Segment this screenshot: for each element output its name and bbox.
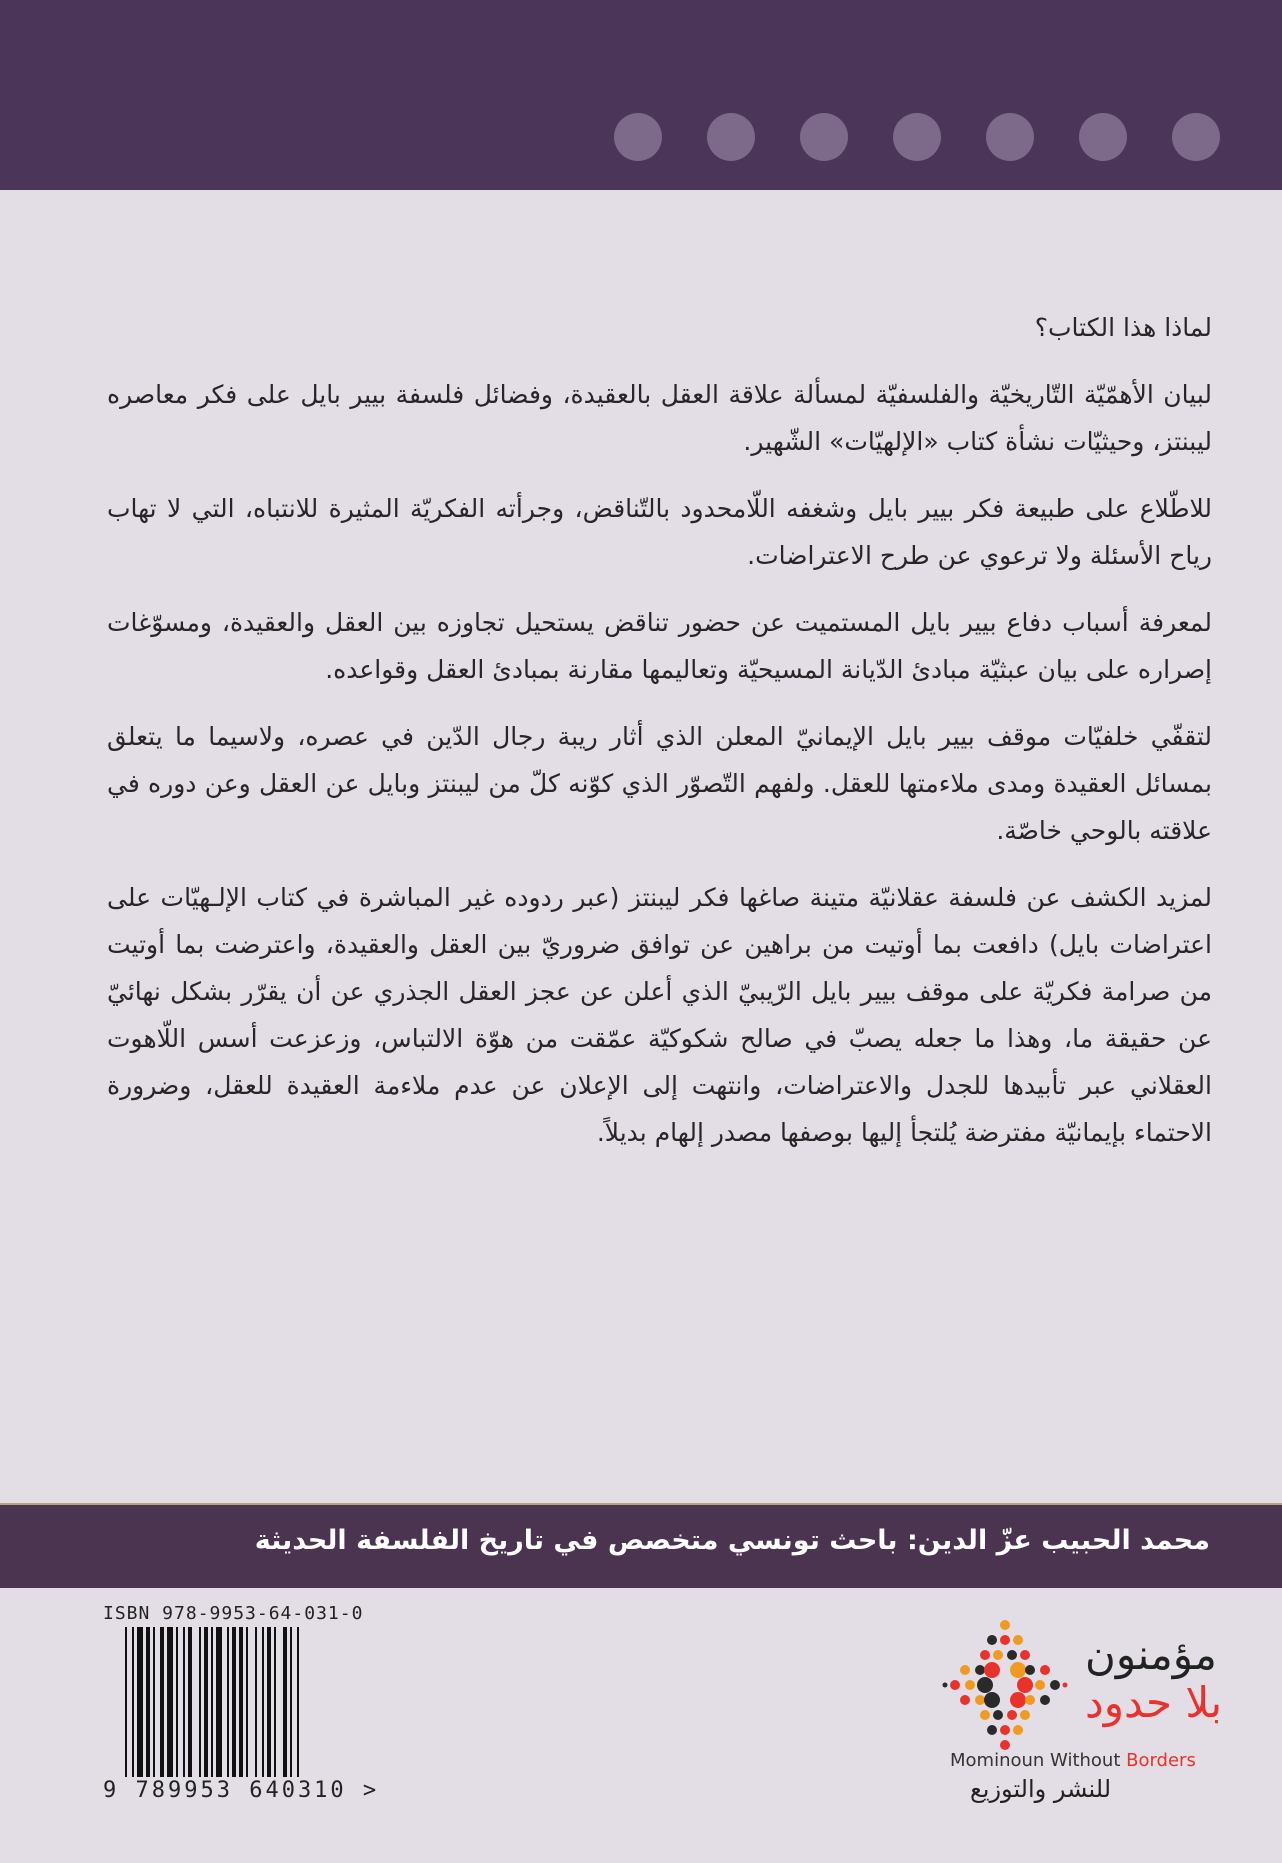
logo-dot <box>984 1662 1000 1678</box>
barcode-bar <box>267 1627 271 1777</box>
publisher-logo <box>930 1610 1250 1810</box>
logo-english <box>950 1750 1196 1771</box>
barcode-bar <box>232 1627 236 1777</box>
decorative-dot <box>1172 113 1220 161</box>
logo-dot <box>943 1683 948 1688</box>
logo-dot <box>1013 1725 1023 1735</box>
logo-dots-icon <box>930 1615 1080 1755</box>
logo-dot <box>1007 1710 1017 1720</box>
logo-dot <box>980 1650 990 1660</box>
blurb-heading: لماذا هذا الكتاب؟ <box>1034 313 1212 342</box>
barcode-bar <box>137 1627 143 1777</box>
decorative-dot <box>800 113 848 161</box>
blurb-paragraph: لتقفّي خلفيّات موقف بيير بايل الإيمانيّ المعلن الذي أثار ريبة رجال الدّين في عصره، ولاسيما ما يتعلق بمسائل العقيدة ومدى ملاءمتها للعقل. ولفهم التّصوّر الذي كوّنه كلّ من ليبنتز وبايل عن العقل وعن دوره في علاقته بالوحي خاصّة. <box>107 722 1212 845</box>
logo-dot <box>1017 1677 1033 1693</box>
logo-dot <box>1020 1710 1030 1720</box>
logo-english-a: Mominoun Without <box>950 1750 1127 1771</box>
barcode-bar <box>211 1627 213 1777</box>
decorative-dot <box>986 113 1034 161</box>
logo-dot <box>977 1677 993 1693</box>
decorative-dot <box>1079 113 1127 161</box>
logo-line2: بلا حدود <box>1085 1678 1223 1727</box>
blurb-paragraph: لمزيد الكشف عن فلسفة عقلانيّة متينة صاغها فكر ليبنتز (عبر ردوده غير المباشرة في كتاب الإلـهيّات على اعتراضات بايل) دافعت بما أوتيت من براهين عن توافق ضروريّ بين العقل والعقيدة، واعترضت بما أوتيت من صرامة فكريّة على موقف بيير بايل الرّيبيّ الذي أعلن عن عجز العقل الجذري عن أن يقرّر بشكل نهائيّ عن حقيقة ما، وهذا ما جعله يصبّ في صالح شكوكيّة عمّقت من هوّة الالتباس، وزعزعت أسس اللّاهوت العقلاني عبر تأبيدها للجدل والاعتراضات، وانتهت إلى الإعلان عن عدم ملاءمة العقيدة للعقل، وضرورة الاحتماء بإيمانيّة مفترضة يُلتجأ إليها بوصفها مصدر إلهام بديلاً. <box>107 883 1212 1147</box>
logo-dot <box>1000 1635 1010 1645</box>
blurb-paragraph: للاطّلاع على طبيعة فكر بيير بايل وشغفه اللّامحدود بالتّناقض، وجرأته الفكريّة المثيرة للانتباه، التي لا تهاب رياح الأسئلة ولا ترعوي عن طرح الاعتراضات. <box>107 494 1212 570</box>
logo-dot <box>1013 1635 1023 1645</box>
logo-dot <box>1025 1695 1035 1705</box>
barcode-digits: 9 789953 640310 > <box>103 1778 380 1803</box>
blurb <box>107 305 1212 1176</box>
barcode-bar <box>227 1627 229 1777</box>
logo-dot <box>1063 1683 1068 1688</box>
barcode-icon <box>125 1627 345 1787</box>
logo-dot <box>950 1680 960 1690</box>
logo-dot <box>1040 1695 1050 1705</box>
logo-dot <box>975 1665 985 1675</box>
barcode-bar <box>125 1627 127 1777</box>
barcode-bar <box>216 1627 222 1777</box>
logo-dot <box>993 1650 1003 1660</box>
logo-dot <box>993 1710 1003 1720</box>
barcode-bar <box>283 1627 287 1777</box>
logo-dot <box>1000 1725 1010 1735</box>
barcode-bar <box>262 1627 264 1777</box>
logo-dot <box>987 1725 997 1735</box>
barcode-bar <box>146 1627 150 1777</box>
logo-dot <box>1010 1692 1026 1708</box>
barcode-bar <box>239 1627 243 1777</box>
barcode-bar <box>255 1627 257 1777</box>
barcode-bar <box>167 1627 173 1777</box>
logo-dot <box>965 1680 975 1690</box>
barcode-bar <box>132 1627 134 1777</box>
logo-dot <box>984 1692 1000 1708</box>
barcode-bar <box>274 1627 276 1777</box>
barcode-bar <box>246 1627 248 1777</box>
logo-dot <box>1025 1665 1035 1675</box>
barcode-bar <box>160 1627 164 1777</box>
logo-dot <box>1000 1740 1010 1750</box>
decorative-dot <box>707 113 755 161</box>
blurb-paragraph: لبيان الأهمّيّة التّاريخيّة والفلسفيّة لمسألة علاقة العقل بالعقيدة، وفضائل فلسفة بيير بايل على فكر معاصره ليبنتز، وحيثيّات نشأة كتاب «الإلهيّات» الشّهير. <box>107 380 1212 456</box>
logo-dot <box>960 1665 970 1675</box>
logo-dot <box>987 1635 997 1645</box>
barcode-bar <box>199 1627 201 1777</box>
barcode-bar <box>290 1627 292 1777</box>
isbn-label: ISBN 978-9953-64-031-0 <box>103 1603 364 1624</box>
decorative-dot <box>893 113 941 161</box>
logo-line3: للنشر والتوزيع <box>970 1775 1112 1803</box>
barcode-bar <box>188 1627 192 1777</box>
author-bio: محمد الحبيب عزّ الدين: باحث تونسي متخصص في تاريخ الفلسفة الحديثة <box>254 1525 1210 1556</box>
logo-dot <box>1050 1680 1060 1690</box>
logo-dot <box>975 1695 985 1705</box>
top-band <box>0 0 1282 190</box>
logo-dot <box>960 1695 970 1705</box>
logo-dot <box>980 1710 990 1720</box>
barcode-bar <box>153 1627 155 1777</box>
blurb-paragraph: لمعرفة أسباب دفاع بيير بايل المستميت عن حضور تناقض يستحيل تجاوزه بين العقل والعقيدة، ومسوّغات إصراره على بيان عبثيّة مبادئ الدّيانة المسيحيّة وتعاليمها مقارنة بمبادئ العقل وقواعده. <box>107 608 1212 684</box>
barcode-bar <box>183 1627 185 1777</box>
logo-dot <box>1040 1665 1050 1675</box>
author-band <box>0 1503 1282 1588</box>
barcode-bar <box>204 1627 208 1777</box>
barcode-bar <box>297 1627 299 1777</box>
decorative-dot <box>614 113 662 161</box>
logo-dot <box>1020 1650 1030 1660</box>
logo-english-b: Borders <box>1126 1750 1196 1771</box>
logo-dot <box>1035 1680 1045 1690</box>
logo-line1: مؤمنون <box>1085 1630 1217 1679</box>
logo-dot <box>1007 1650 1017 1660</box>
barcode-bar <box>176 1627 178 1777</box>
logo-dot <box>1000 1620 1010 1630</box>
logo-dot <box>1010 1662 1026 1678</box>
